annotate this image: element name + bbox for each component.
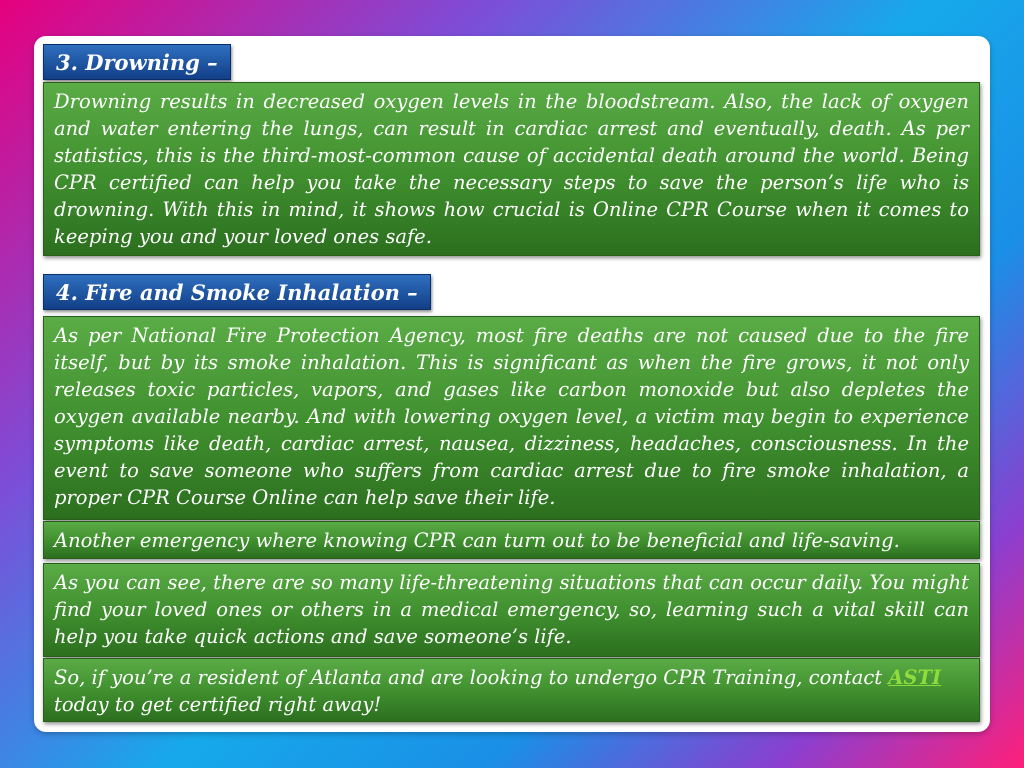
contact-box bbox=[43, 658, 980, 722]
contact-text-before: So, if you’re a resident of Atlanta and are looking to undergo CPR Training, contact bbox=[54, 666, 889, 689]
contact-text-after: today to get certified right away! bbox=[54, 693, 382, 716]
drowning-heading: 3. Drowning – bbox=[43, 44, 231, 80]
drowning-text-box: Drowning results in decreased oxygen levels in the bloodstream. Also, the lack of oxygen and water entering the lungs, can result in cardiac arrest and eventually, death. As per statistics, this is the third-most-common cause of accidental death around the world. Being CPR certified can help you take the necessary steps to save the person’s life who is drowning. With this in mind, it shows how crucial is Online CPR Course when it comes to keeping you and your loved ones safe. bbox=[43, 82, 980, 256]
fire-heading: 4. Fire and Smoke Inhalation – bbox=[43, 274, 431, 310]
asti-link[interactable]: ASTI bbox=[888, 666, 942, 689]
fire-text-box: As per National Fire Protection Agency, most fire deaths are not caused due to the fire itself, but by its smoke inhalation. This is significant as when the fire grows, it not only releases toxic particles, vapors, and gases like carbon monoxide but also depletes the oxygen available nearby. And with lowering oxygen level, a victim may begin to experience symptoms like death, cardiac arrest, nausea, dizziness, headaches, consciousness. In the event to save someone who suffers from cardiac arrest due to fire smoke inhalation, a proper CPR Course Online can help save their life. bbox=[43, 316, 980, 520]
summary-box: As you can see, there are so many life-threatening situations that can occur daily. You might find your loved ones or others in a medical emergency, so, learning such a vital skill can help you take quick actions and save someone’s life. bbox=[43, 563, 980, 657]
emergency-note-box: Another emergency where knowing CPR can turn out to be beneficial and life-saving. bbox=[43, 521, 980, 559]
